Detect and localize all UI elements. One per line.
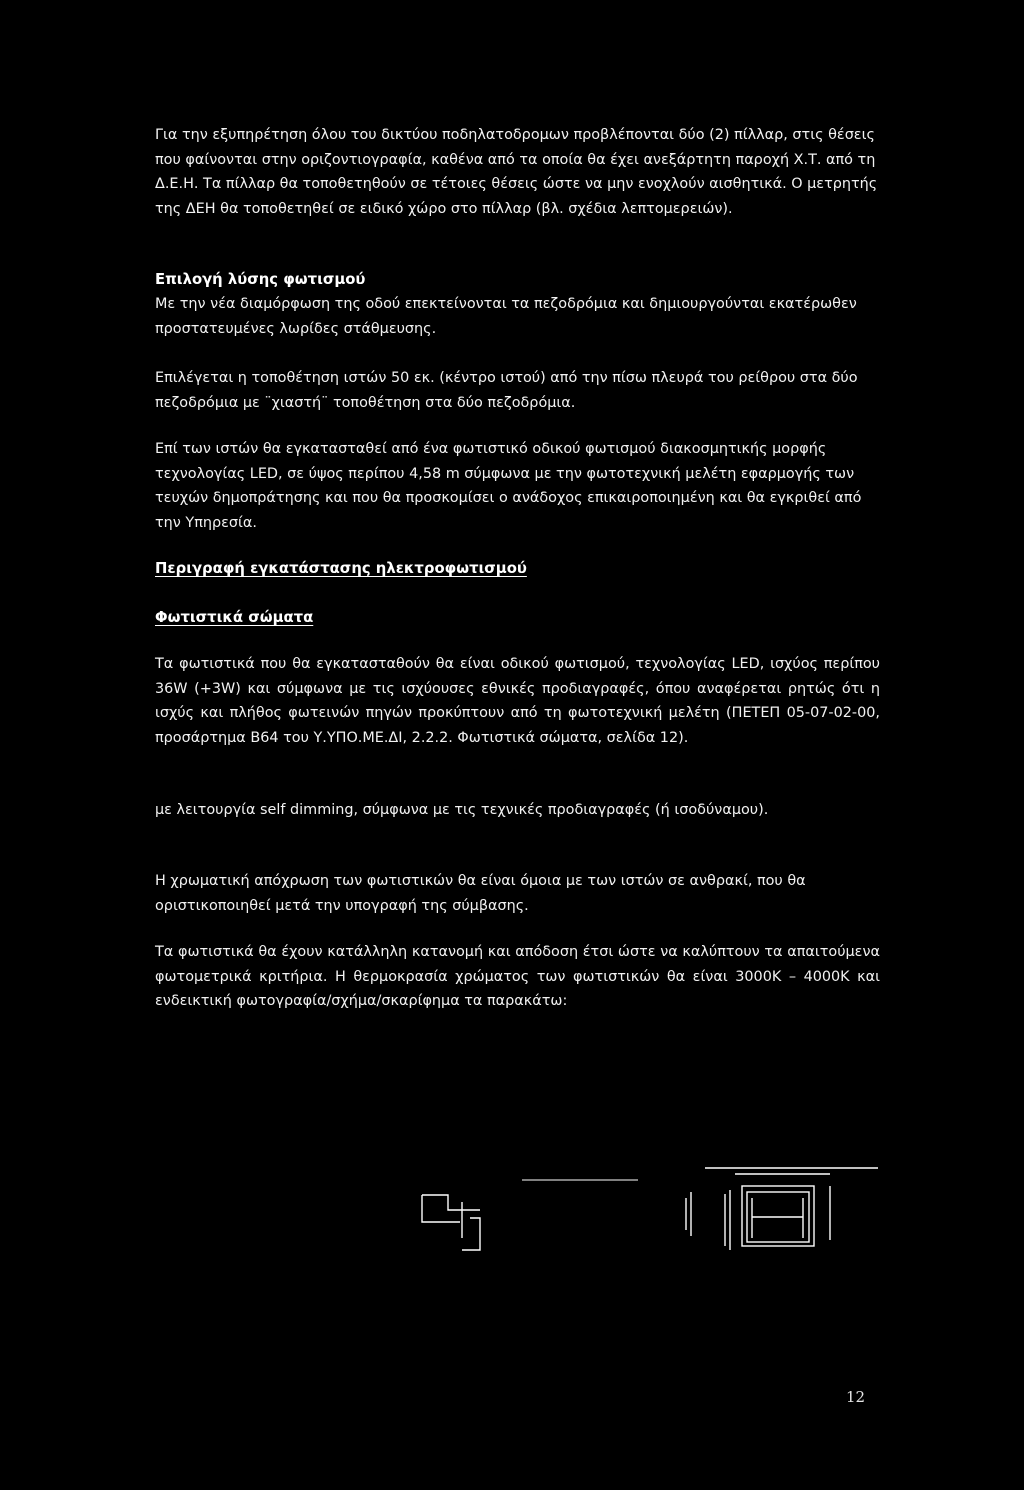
dimming-block [155, 798, 880, 823]
color-paragraph: Η χρωματική απόχρωση των φωτιστικών θα είναι όμοια με των ιστών σε ανθρακί, που θα οριστικοποιηθεί μετά την υπογραφή της σύμβασης. [155, 873, 806, 914]
poles-paragraph: Επιλέγεται η τοποθέτηση ιστών 50 εκ. (κέντρο ιστού) από την πίσω πλευρά του ρείθρου στα δύο πεζοδρόμια με ¨χιαστή¨ τοποθέτηση στα δύο πεζοδρόμια. [155, 370, 858, 411]
dimming-paragraph: με λειτουργία self dimming, σύμφωνα με τις τεχνικές προδιαγραφές (ή ισοδύναμου). [155, 802, 769, 818]
lighting-solution-heading: Επιλογή λύσης φωτισμού [155, 271, 366, 288]
sketch-right-frame [705, 1168, 878, 1250]
poles-paragraph-block [155, 366, 880, 415]
intro-paragraph-block [155, 123, 880, 221]
intro-paragraph: Για την εξυπηρέτηση όλου του δικτύου ποδηλατοδρομων προβλέπονται δύο (2) πίλλαρ, στις θέσεις που φαίνονται στην οριζοντιογραφία, καθένα από τα οποία θα έχει ανεξάρτητη παροχή Χ.Τ. από τη Δ.Ε.Η. Τα πίλλαρ θα τοποθετηθούν σε τέτοιες θέσεις ώστε να μην ενοχλούν αισθητικά. Ο μετρητής της ΔΕΗ θα τοποθετηθεί σε ειδικό χώρο στο πίλλαρ (βλ. σχέδια λεπτομερειών). [155, 127, 878, 217]
distribution-paragraph: Τα φωτιστικά θα έχουν κατάλληλη κατανομή και απόδοση έτσι ώστε να καλύπτουν τα απαιτούμενα φωτομετρικά κριτήρια. Η θερμοκρασία χρώματος των φωτιστικών θα είναι 3000K – 4000K και ενδεικτική φωτογραφία/σχήμα/σκαρίφημα τα παρακάτω: [155, 944, 880, 1009]
color-block [155, 869, 880, 918]
luminaire-sketch [410, 1160, 890, 1260]
distribution-block [155, 940, 880, 1014]
luminaires-heading-block [155, 606, 880, 630]
luminaires-heading: Φωτιστικά σώματα [155, 609, 314, 626]
installation-heading-block [155, 557, 880, 581]
page-number: 12 [846, 1388, 866, 1406]
sketch-middle-bars [686, 1192, 691, 1236]
sketch-left-shape [422, 1195, 480, 1250]
luminaire-paragraph: Επί των ιστών θα εγκατασταθεί από ένα φωτιστικό οδικού φωτισμού διακοσμητικής μορφής τεχνολογίας LED, σε ύψος περίπου 4,58 m σύμφωνα με την φωτοτεχνική μελέτη εφαρμογής των τευχών δημοπράτησης και που θα προσκομίσει ο ανάδοχος επικαιροποιημένη και θα εγκριθεί από την Υπηρεσία. [155, 441, 862, 531]
luminaires-spec-block [155, 652, 880, 750]
lighting-solution-paragraph: Με την νέα διαμόρφωση της οδού επεκτείνονται τα πεζοδρόμια και δημιουργούνται εκατέρωθεν προστατευμένες λωρίδες στάθμευσης. [155, 296, 857, 337]
installation-heading: Περιγραφή εγκατάστασης ηλεκτροφωτισμού [155, 560, 527, 577]
luminaire-paragraph-block [155, 437, 880, 535]
luminaires-spec-paragraph: Τα φωτιστικά που θα εγκατασταθούν θα είναι οδικού φωτισμού, τεχνολογίας LED, ισχύος περίπου 36W (+3W) και σύμφωνα με τις ισχύουσες εθνικές προδιαγραφές, όπου αναφέρεται ρητώς ότι η ισχύς και πλήθος φωτεινών πηγών προκύπτουν από τη φωτοτεχνική μελέτη (ΠΕΤΕΠ 05-07-02-00, προσάρτημα Β64 του Υ.ΥΠΟ.ΜΕ.ΔΙ, 2.2.2. Φωτιστικά σώματα, σελίδα 12). [155, 656, 880, 746]
lighting-solution-section [155, 268, 880, 341]
